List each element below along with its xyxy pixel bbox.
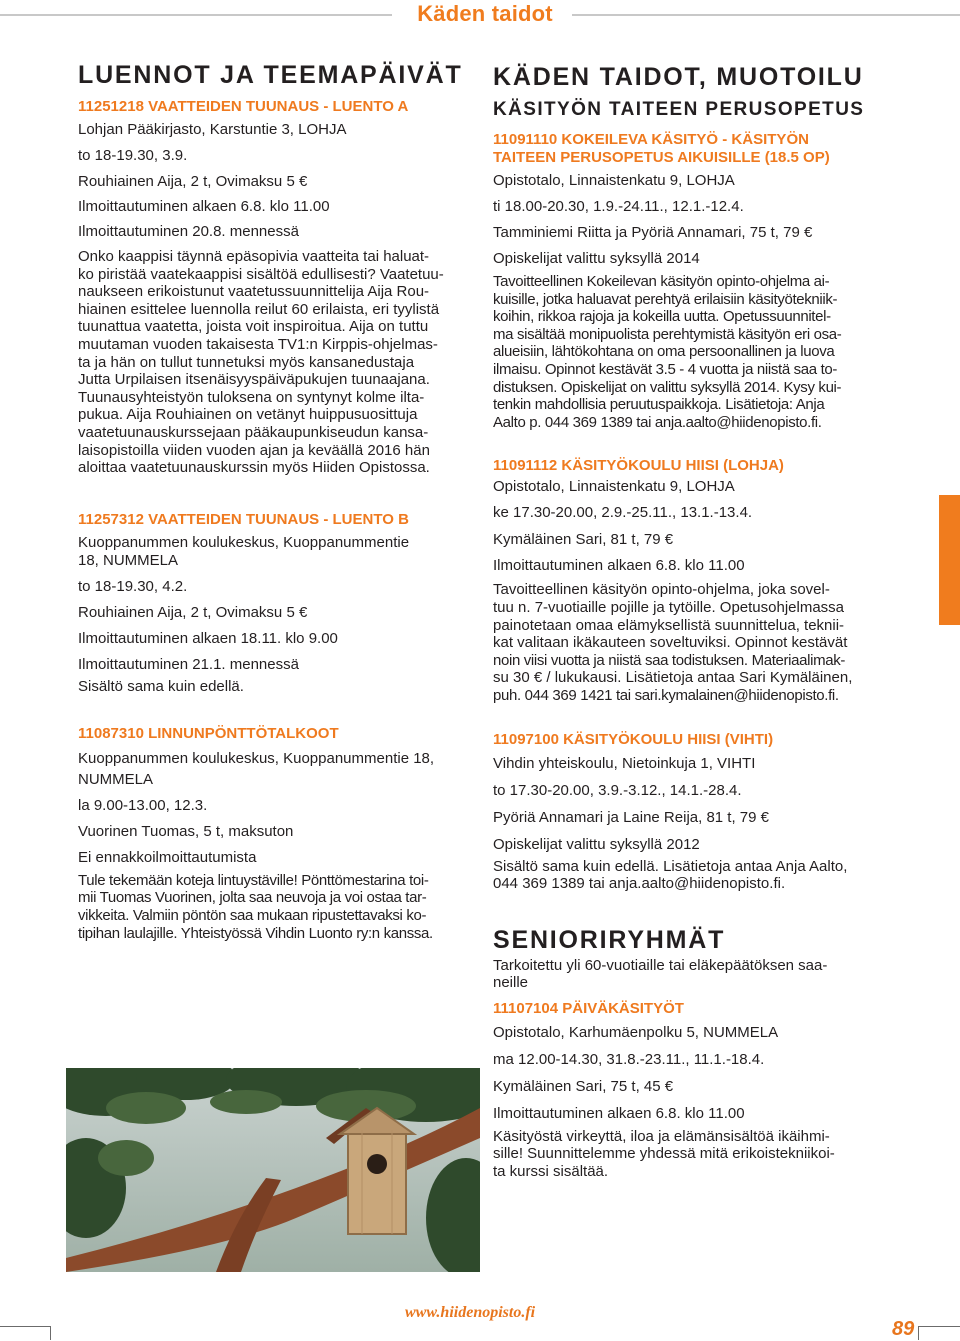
description-line: 044 369 1389 tai anja.aalto@hiidenopisto.fi.: [493, 875, 786, 893]
right-column: [493, 62, 881, 1181]
course-description: [493, 581, 881, 704]
course-time: to 17.30-20.00, 3.9.-3.12., 14.1.-28.4.: [493, 781, 742, 799]
course-description: [493, 1128, 881, 1181]
senior-intro: Tarkoitettu yli 60-vuotiaille tai eläkepäätöksen saa-: [493, 956, 828, 974]
description-line: Tavoitteellinen Kokeilevan käsityön opinto-ohjelma ai-: [493, 273, 830, 290]
course-teacher: Vuorinen Tuomas, 5 t, maksuton: [78, 822, 294, 840]
crop-mark-right: [918, 1326, 919, 1340]
course-luento-b: [78, 511, 474, 696]
description-line: noin viisi vuotta ja niistä saa todistuksen. Materiaalimak-: [493, 651, 846, 669]
header-rule-right: [572, 14, 960, 16]
course-code: 11251218 VAATTEIDEN TUUNAUS - LUENTO A: [78, 98, 409, 115]
course-registration-start: Ilmoittautuminen alkaen 18.11. klo 9.00: [78, 629, 338, 647]
course-registration-end: Ilmoittautuminen 20.8. mennessä: [78, 223, 299, 240]
description-line: painotetaan omaa elämyksellistä suunnittelua, teknii-: [493, 616, 845, 634]
course-registration: Ei ennakkoilmoittautumista: [78, 848, 257, 866]
right-heading: KÄDEN TAIDOT, MUOTOILU: [493, 63, 864, 91]
senior-groups: [493, 925, 881, 1181]
course-status: Opiskelijat valittu syksyllä 2014: [493, 250, 700, 267]
description-line: puh. 044 369 1421 tai sari.kymalainen@hiidenopisto.fi.: [493, 686, 839, 704]
course-description: [78, 872, 474, 942]
description-line: mii Tuomas Vuorinen, jolta saa neuvoja ja voi ostaa tar-: [78, 889, 427, 907]
course-location: Kuoppanummen koulukeskus, Kuoppanummentie: [78, 533, 410, 551]
header-rule-left: [0, 14, 392, 16]
course-teacher: Kymäläinen Sari, 81 t, 79 €: [493, 531, 674, 549]
section-title: Käden taidot: [417, 1, 553, 26]
description-line: Tavoitteellinen käsityön opinto-ohjelma, joka sovel-: [493, 581, 830, 599]
description-line: ilmaisu. Opinnot kestävät 3.5 - 4 vuotta ja niistä saa to-: [493, 360, 838, 378]
course-description: [78, 248, 474, 477]
course-code: 11257312 VAATTEIDEN TUUNAUS - LUENTO B: [78, 510, 409, 528]
crop-mark-right-h: [918, 1326, 960, 1327]
side-tab-marker: [939, 495, 960, 625]
description-line: koihin, rikkoa rajoja ja kokeilla uutta. Opetussuunnitel-: [493, 308, 831, 326]
left-heading: LUENNOT JA TEEMAPÄIVÄT: [78, 61, 463, 89]
course-code: 11107104 PÄIVÄKÄSITYÖT: [493, 999, 684, 1017]
description-line: naukseen erikoistunut vaatetussuunnittelija Aija Rou-: [78, 283, 430, 301]
description-line: Tule tekemään koteja lintuystäville! Pönttömestarina toi-: [78, 871, 429, 889]
description-line: muutaman vuoden takaisesta TV1:n Kirppis-ohjelmas-: [78, 335, 438, 353]
description-line: vikkeita. Valmiin pöntön saa mukaan ripustettavaksi ko-: [78, 906, 427, 924]
course-status: Opiskelijat valittu syksyllä 2012: [493, 835, 700, 853]
course-time: ti 18.00-20.30, 1.9.-24.11., 12.1.-12.4.: [493, 198, 744, 215]
description-line: Tuunausyhteistyön tuloksena on syntynyt kolme ilta-: [78, 388, 425, 406]
course-kasityokoulu-vihti: [493, 731, 881, 893]
description-line: tenkin mahdollisia peruutuspaikkoja. Lisätietoja: Anja: [493, 396, 825, 414]
course-location: Lohjan Pääkirjasto, Karstuntie 3, LOHJA: [78, 121, 347, 138]
left-column: [78, 60, 474, 942]
course-kasityokoulu-lohja: [493, 457, 881, 704]
course-code-cont: TAITEEN PERUSOPETUS AIKUISILLE (18.5 OP): [493, 149, 830, 166]
course-linnunpontto: [78, 725, 474, 942]
description-line: tuu n. 7-vuotiaille pojille ja tytöille. Opetusohjelmassa: [493, 598, 845, 616]
course-description: [493, 858, 881, 893]
course-luento-a: [78, 98, 474, 477]
course-time: to 18-19.30, 3.9.: [78, 147, 188, 164]
description-line: ta ja hän on tullut tunnetuksi myös kansanedustaja: [78, 353, 415, 371]
course-teacher: Kymäläinen Sari, 75 t, 45 €: [493, 1077, 674, 1095]
course-location-cont: NUMMELA: [78, 770, 154, 788]
description-line: tipihan laulajille. Yhteistyössä Vihdin Luonto ry:n kanssa.: [78, 924, 433, 942]
course-code: 11097100 KÄSITYÖKOULU HIISI (VIHTI): [493, 730, 774, 748]
course-teacher: Rouhiainen Aija, 2 t, Ovimaksu 5 €: [78, 603, 308, 621]
birdhouse-photo: [66, 1068, 480, 1272]
course-teacher: Rouhiainen Aija, 2 t, Ovimaksu 5 €: [78, 173, 308, 190]
description-line: vaatetuunauskurssejaan pääkaupunkiseudun kansa-: [78, 423, 429, 441]
course-registration-end: Ilmoittautuminen 21.1. mennessä: [78, 655, 299, 673]
course-location: Kuoppanummen koulukeskus, Kuoppanummentie 18,: [78, 749, 435, 767]
description-line: Jutta Urpilaisen itsenäisyyspäiväpukujen tuunaajana.: [78, 371, 430, 389]
course-location: Opistotalo, Karhumäenpolku 5, NUMMELA: [493, 1023, 779, 1041]
course-teacher: Pyöriä Annamari ja Laine Reija, 81 t, 79 €: [493, 808, 769, 826]
description-line: Käsityöstä virkeyttä, iloa ja elämänsisältöä ikäihmi-: [493, 1127, 830, 1145]
course-location: Vihdin yhteiskoulu, Nietoinkuja 1, VIHTI: [493, 754, 756, 772]
course-teacher: Tamminiemi Riitta ja Pyöriä Annamari, 75 t, 79 €: [493, 224, 813, 241]
description-line: ta kurssi sisältää.: [493, 1163, 609, 1181]
course-time: ke 17.30-20.00, 2.9.-25.11., 13.1.-13.4.: [493, 504, 753, 522]
description-line: kat valitaan ikäkauteen soveltuviksi. Opinnot kestävät: [493, 634, 848, 652]
description-line: ma sisältää monipuolista perehtymistä käsityön eri osa-: [493, 325, 842, 343]
course-location: Opistotalo, Linnaistenkatu 9, LOHJA: [493, 478, 735, 496]
course-registration-start: Ilmoittautuminen alkaen 6.8. klo 11.00: [78, 198, 330, 215]
course-time: la 9.00-13.00, 12.3.: [78, 796, 208, 814]
description-line: aloittaa vaatetuunauskurssin myös Hiiden Opistossa.: [78, 459, 430, 477]
page-number: 89: [892, 1318, 915, 1340]
course-description: Sisältö sama kuin edellä.: [78, 677, 244, 695]
crop-mark-left: [0, 1326, 50, 1327]
description-line: hiainen esittelee luennolla reilut 60 erilaista, eri tyylistä: [78, 300, 440, 318]
crop-mark-bottom: [50, 1326, 51, 1340]
description-line: tuunattua vaatetta, joista voit inspiroitua. Aija on tuttu: [78, 318, 429, 336]
course-kokeileva-kasityo: [493, 131, 881, 431]
description-line: sille! Suunnittelemme yhdessä mitä erikoistekniikoi-: [493, 1145, 835, 1163]
senior-intro-cont: neille: [493, 974, 529, 992]
course-registration-start: Ilmoittautuminen alkaen 6.8. klo 11.00: [493, 1104, 745, 1122]
course-code: 11091110 KOKEILEVA KÄSITYÖ - KÄSITYÖN: [493, 131, 809, 148]
senior-heading: SENIORIRYHMÄT: [493, 925, 726, 954]
course-time: to 18-19.30, 4.2.: [78, 577, 188, 595]
description-line: alueisiin, lähtökohtana on oma persoonallinen ja luova: [493, 343, 835, 361]
course-time: ma 12.00-14.30, 31.8.-23.11., 11.1.-18.4.: [493, 1050, 765, 1068]
website-link[interactable]: www.hiidenopisto.fi: [405, 1304, 536, 1321]
course-code: 11091112 KÄSITYÖKOULU HIISI (LOHJA): [493, 457, 784, 475]
course-code: 11087310 LINNUNPÖNTTÖTALKOOT: [78, 724, 339, 742]
description-line: pukua. Aija Rouhiainen on vetänyt huippusuosittuja: [78, 406, 418, 424]
description-line: ko piristää vaatekaappisi sisältöä edullisesti? Vaatetuu-: [78, 265, 444, 283]
course-location-cont: 18, NUMMELA: [78, 551, 179, 569]
description-line: laisopistoilla viiden vuoden ajan ja keväällä 2016 hän: [78, 441, 430, 459]
right-subheading: KÄSITYÖN TAITEEN PERUSOPETUS: [493, 99, 865, 120]
course-registration-start: Ilmoittautuminen alkaen 6.8. klo 11.00: [493, 557, 745, 575]
description-line: Onko kaappisi täynnä epäsopivia vaatteita tai haluat-: [78, 248, 430, 265]
course-description: [493, 273, 881, 431]
description-line: su 30 € / lukukausi. Lisätietoja antaa Sari Kymäläinen,: [493, 669, 853, 687]
description-line: Aalto p. 044 369 1389 tai anja.aalto@hiidenopisto.fi.: [493, 413, 822, 431]
description-line: Sisältö sama kuin edellä. Lisätietoja antaa Anja Aalto,: [493, 857, 848, 875]
course-location: Opistotalo, Linnaistenkatu 9, LOHJA: [493, 172, 735, 189]
description-line: distuksen. Opiskelijat on valittu syksyllä 2014. Kysy kui-: [493, 378, 842, 396]
description-line: kuisille, jotka haluavat perehtyä erilaisiin käsityötekniik-: [493, 290, 838, 308]
